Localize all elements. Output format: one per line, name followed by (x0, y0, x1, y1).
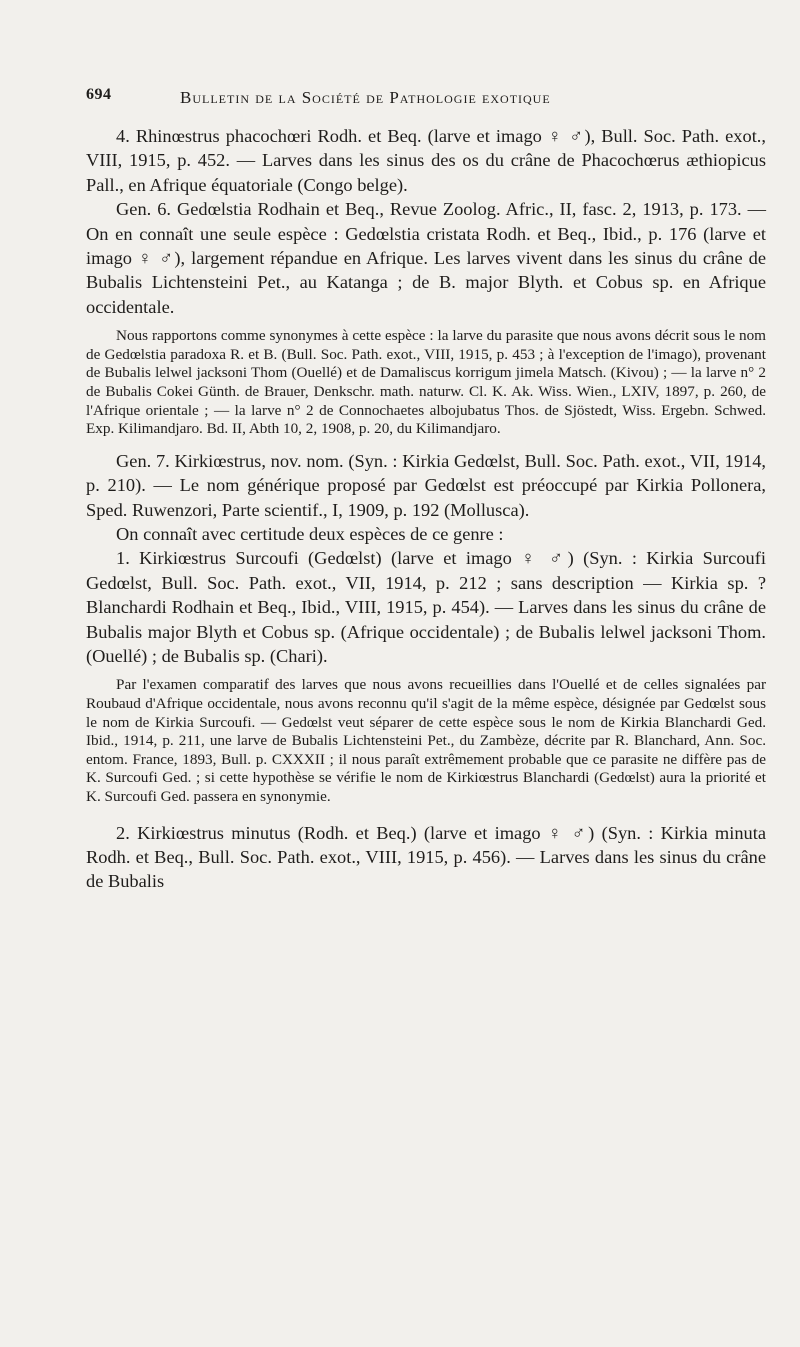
journal-title: Bulletin de la Société de Pathologie exotique (180, 88, 551, 107)
paragraph-species-surcoufi: 1. Kirkiœstrus Surcoufi (Gedœlst) (larve et imago ♀ ♂) (Syn. : Kirkia Surcoufi Gedœlst, Bull. Soc. Path. exot., VII, 1914, p. 212 ; sans description — Kirkia sp. ? Blanchardi Rodhain et Beq., Ibid., VIII, 1915, p. 454). — Larves dans les sinus du crâne de Bubalis major Blyth et Cobus sp. (Afrique occidentale) ; de Bubalis lelwel jacksoni Thom. (Ouellé) ; de Bubalis sp. (Chari). (86, 548, 766, 667)
note-gedoelstia-synonyms: Nous rapportons comme synonymes à cette espèce : la larve du parasite que nous avons décrit sous le nom de Gedœlstia paradoxa R. et B. (Bull. Soc. Path. exot., VIII, 1915, p. 453 ; à l'exception de l'imago), provenant de Bubalis lelwel jacksoni Thom (Ouellé) et de Damaliscus korrigum jimela Matsch. (Kivou) ; — la larve n° 2 de Bubalis Cokei Günth. de Brauer, Denkschr. math. naturw. Cl. K. Ak. Wiss. Wien., LXIV, 1897, p. 260, de l'Afrique orientale ; — la larve n° 2 de Connochaetes albojubatus Thos. de Sjöstedt, Wiss. Ergebn. Schwed. Exp. Kilimandjaro. Bd. II, Abth 10, 2, 1908, p. 20, du Kilimandjaro. (86, 327, 766, 438)
paragraph-species-intro: On connaît avec certitude deux espèces de ce genre : (116, 524, 504, 545)
page-number: 694 (86, 86, 112, 103)
paragraph-genus-kirkioestrus: Gen. 7. Kirkiœstrus, nov. nom. (Syn. : Kirkia Gedœlst, Bull. Soc. Path. exot., VII, 1914, p. 210). — Le nom générique proposé par Gedœlst est préoccupé par Kirkia Pollonera, Sped. Ruwenzori, Parte scientif., I, 1909, p. 192 (Mollusca). (86, 450, 766, 520)
note-surcoufi-synonymy: Par l'examen comparatif des larves que nous avons recueillies dans l'Ouellé et de celles signalées par Roubaud d'Afrique occidentale, nous avons reconnu qu'il s'agit de la même espèce, désignée par Gedœlst sous le nom de Kirkia Surcoufi. — Gedœlst veut séparer de cette espèce sous le nom de Kirkia Blanchardi Ged. Ibid., 1914, p. 211, une larve de Bubalis Lichtensteini Pet., du Zambèze, décrite par R. Blanchard, Ann. Soc. entom. France, 1893, Bull. p. CXXXII ; il nous paraît extrêmement probable que ce parasite ne diffère pas de K. Surcoufi Ged. ; si cette hypothèse se vérifie le nom de Kirkiœstrus Blanchardi (Gedœlst) aura la priorité et K. Surcoufi Ged. passera en synonymie. (86, 676, 766, 806)
paragraph-rhinoestrus: 4. Rhinœstrus phacochœri Rodh. et Beq. (larve et imago ♀ ♂), Bull. Soc. Path. exot., VIII, 1915, p. 452. — Larves dans les sinus des os du crâne de Phacochœrus æthiopicus Pall., en Afrique équatoriale (Congo belge). (86, 126, 766, 195)
running-header (86, 76, 766, 112)
paragraph-genus-gedoelstia: Gen. 6. Gedœlstia Rodhain et Beq., Revue Zoolog. Afric., II, fasc. 2, 1913, p. 173. — On en connaît une seule espèce : Gedœlstia cristata Rodh. et Beq., Ibid., p. 176 (larve et imago ♀ ♂), largement répandue en Afrique. Les larves vivent dans les sinus du crâne de Bubalis Lichtensteini Pet., au Katanga ; de B. major Blyth. et Cobus sp. en Afrique occidentale. (86, 199, 766, 317)
page (86, 76, 766, 894)
paragraph-species-minutus: 2. Kirkiœstrus minutus (Rodh. et Beq.) (larve et imago ♀ ♂) (Syn. : Kirkia minuta Rodh. et Beq., Bull. Soc. Path. exot., VIII, 1915, p. 456). — Larves dans les sinus du crâne de Bubalis (86, 822, 766, 892)
